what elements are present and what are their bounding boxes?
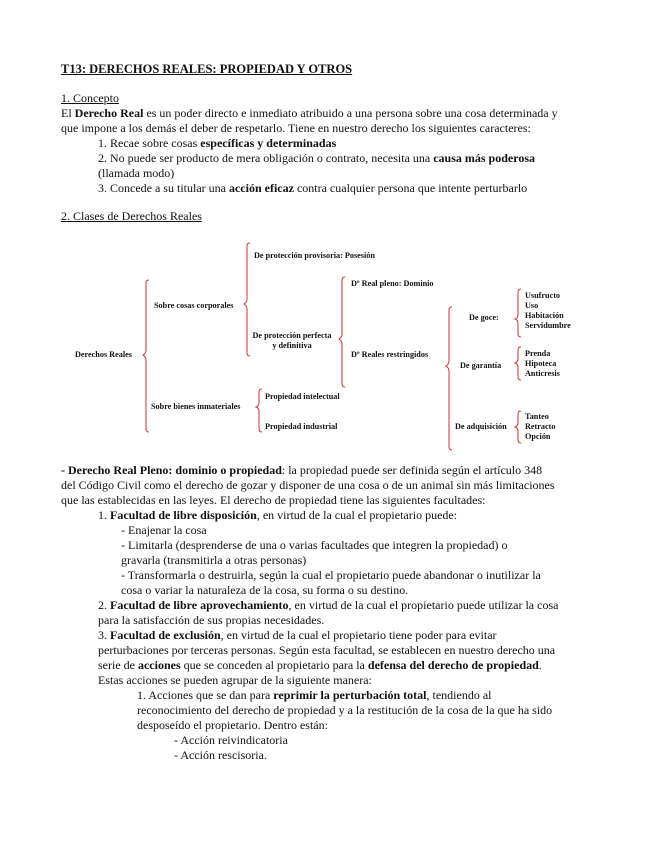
diagram-perfecta-label: De protección perfecta y definitiva: [252, 331, 332, 350]
pleno-paragraph-line3: que las establecidas en las leyes. El derecho de propiedad tiene las siguientes facultades:: [61, 493, 486, 507]
pleno-paragraph-line2: del Código Civil como el derecho de gozar y disponer de una cosa o de un animal sin más limitaciones: [61, 478, 555, 492]
diagram-restringidos-label: Dº Reales restringidos: [351, 350, 429, 359]
concepto-paragraph-line2: que impone a los demás el deber de respetarlo. Tiene en nuestro derecho los siguientes caracteres:: [61, 121, 531, 135]
section-heading-clases: 2. Clases de Derechos Reales: [61, 209, 202, 223]
list-item: Retracto: [525, 422, 556, 431]
bracket-adquisicion: [515, 411, 521, 443]
bracket-restringidos: [446, 307, 452, 450]
caracter-item-1: 1. Recae sobre cosas específicas y determinadas: [98, 136, 337, 150]
bracket-inmateriales: [256, 389, 262, 432]
diagram-garantia-list: [525, 349, 560, 379]
diagram-corporales-label: Sobre cosas corporales: [154, 301, 234, 310]
diagram-pleno-label: Dº Real pleno: Dominio: [351, 279, 434, 288]
accion-rescisoria: - Acción rescisoria.: [174, 748, 267, 762]
bracket-garantia: [515, 347, 521, 380]
bracket-root: [143, 280, 149, 432]
diagram-inmateriales-label: Sobre bienes inmateriales: [151, 402, 241, 411]
clases-diagram: [0, 235, 655, 460]
facultad-1-item-a: - Enajenar la cosa: [121, 523, 207, 537]
diagram-industrial-label: Propiedad industrial: [265, 422, 338, 431]
page-title: T13: DERECHOS REALES: PROPIEDAD Y OTROS: [61, 62, 353, 76]
facultad-3-line4: Estas acciones se pueden agrupar de la siguiente manera:: [98, 673, 372, 687]
list-item: Opción: [525, 432, 551, 441]
facultad-1-item-b-continued: gravarla (transmitirla a otras personas): [121, 553, 307, 567]
facultad-1-item-b: - Limitarla (desprenderse de una o varias facultades que integren la propiedad) o: [121, 538, 508, 552]
facultad-3-line3: serie de acciones que se conceden al propietario para la defensa del derecho de propiedad.: [98, 658, 542, 672]
diagram-intelectual-label: Propiedad intelectual: [265, 392, 340, 401]
list-item: Hipoteca: [525, 359, 557, 368]
list-item: Usufructo: [525, 291, 561, 300]
concepto-paragraph-line1: El Derecho Real es un poder directo e inmediato atribuido a una persona sobre una cosa determinada y: [61, 106, 558, 120]
bracket-goce: [515, 289, 521, 337]
accion-group-1-line2: reconocimiento del derecho de propiedad y a la restitución de la cosa de la que ha sido: [137, 703, 553, 717]
facultad-2: 2. Facultad de libre aprovechamiento, en virtud de la cual el propietario puede utilizar la cosa: [98, 598, 559, 612]
list-item: Anticresis: [525, 369, 560, 378]
caracter-item-2: 2. No puede ser producto de mera obligación o contrato, necesita una causa más poderosa: [98, 151, 536, 165]
accion-group-1: 1. Acciones que se dan para reprimir la perturbación total, tendiendo al: [137, 688, 492, 702]
facultad-3-line2: perturbaciones por terceras personas. Según esta facultad, se establecen en nuestro derecho una: [98, 643, 556, 657]
diagram-adquisicion-label: De adquisición: [455, 422, 507, 431]
accion-reivindicatoria: - Acción reivindicatoria: [174, 733, 288, 747]
facultad-2-continued: para la satisfacción de sus propias necesidades.: [98, 613, 325, 627]
facultad-1-item-c: - Transformarla o destruirla, según la cual el propietario puede abandonar o inutilizar la: [121, 568, 541, 582]
accion-group-1-line3: desposeído el propietario. Dentro están:: [137, 718, 328, 732]
diagram-goce-label: De goce:: [469, 313, 499, 322]
diagram-adquisicion-list: [525, 412, 555, 442]
diagram-root-label: Derechos Reales: [75, 350, 132, 359]
list-item: Habitación: [525, 311, 564, 320]
facultad-1: 1. Facultad de libre disposición, en virtud de la cual el propietario puede:: [98, 508, 458, 522]
diagram-garantia-label: De garantía: [460, 361, 502, 370]
list-item: Prenda: [525, 349, 551, 358]
facultad-3: 3. Facultad de exclusión, en virtud de la cual el propietario tiene poder para evitar: [98, 628, 497, 642]
diagram-posesion-label: De protección provisoria: Posesión: [254, 251, 375, 260]
list-item: Servidumbre: [525, 321, 571, 330]
list-item: Uso: [525, 301, 539, 310]
bracket-perfecta: [339, 277, 345, 387]
pleno-paragraph-line1: - Derecho Real Pleno: dominio o propiedad: la propiedad puede ser definida según el artículo 348: [61, 463, 543, 477]
caracter-item-3: 3. Concede a su titular una acción eficaz contra cualquier persona que intente perturbarlo: [98, 181, 528, 195]
facultad-1-item-c-continued: cosa o variar la naturaleza de la cosa, su forma o su destino.: [121, 583, 409, 597]
section-heading-concepto: 1. Concepto: [61, 91, 119, 105]
list-item: Tanteo: [525, 412, 549, 421]
diagram-goce-list: [525, 291, 571, 331]
caracter-item-2-continued: (llamada modo): [98, 166, 175, 180]
